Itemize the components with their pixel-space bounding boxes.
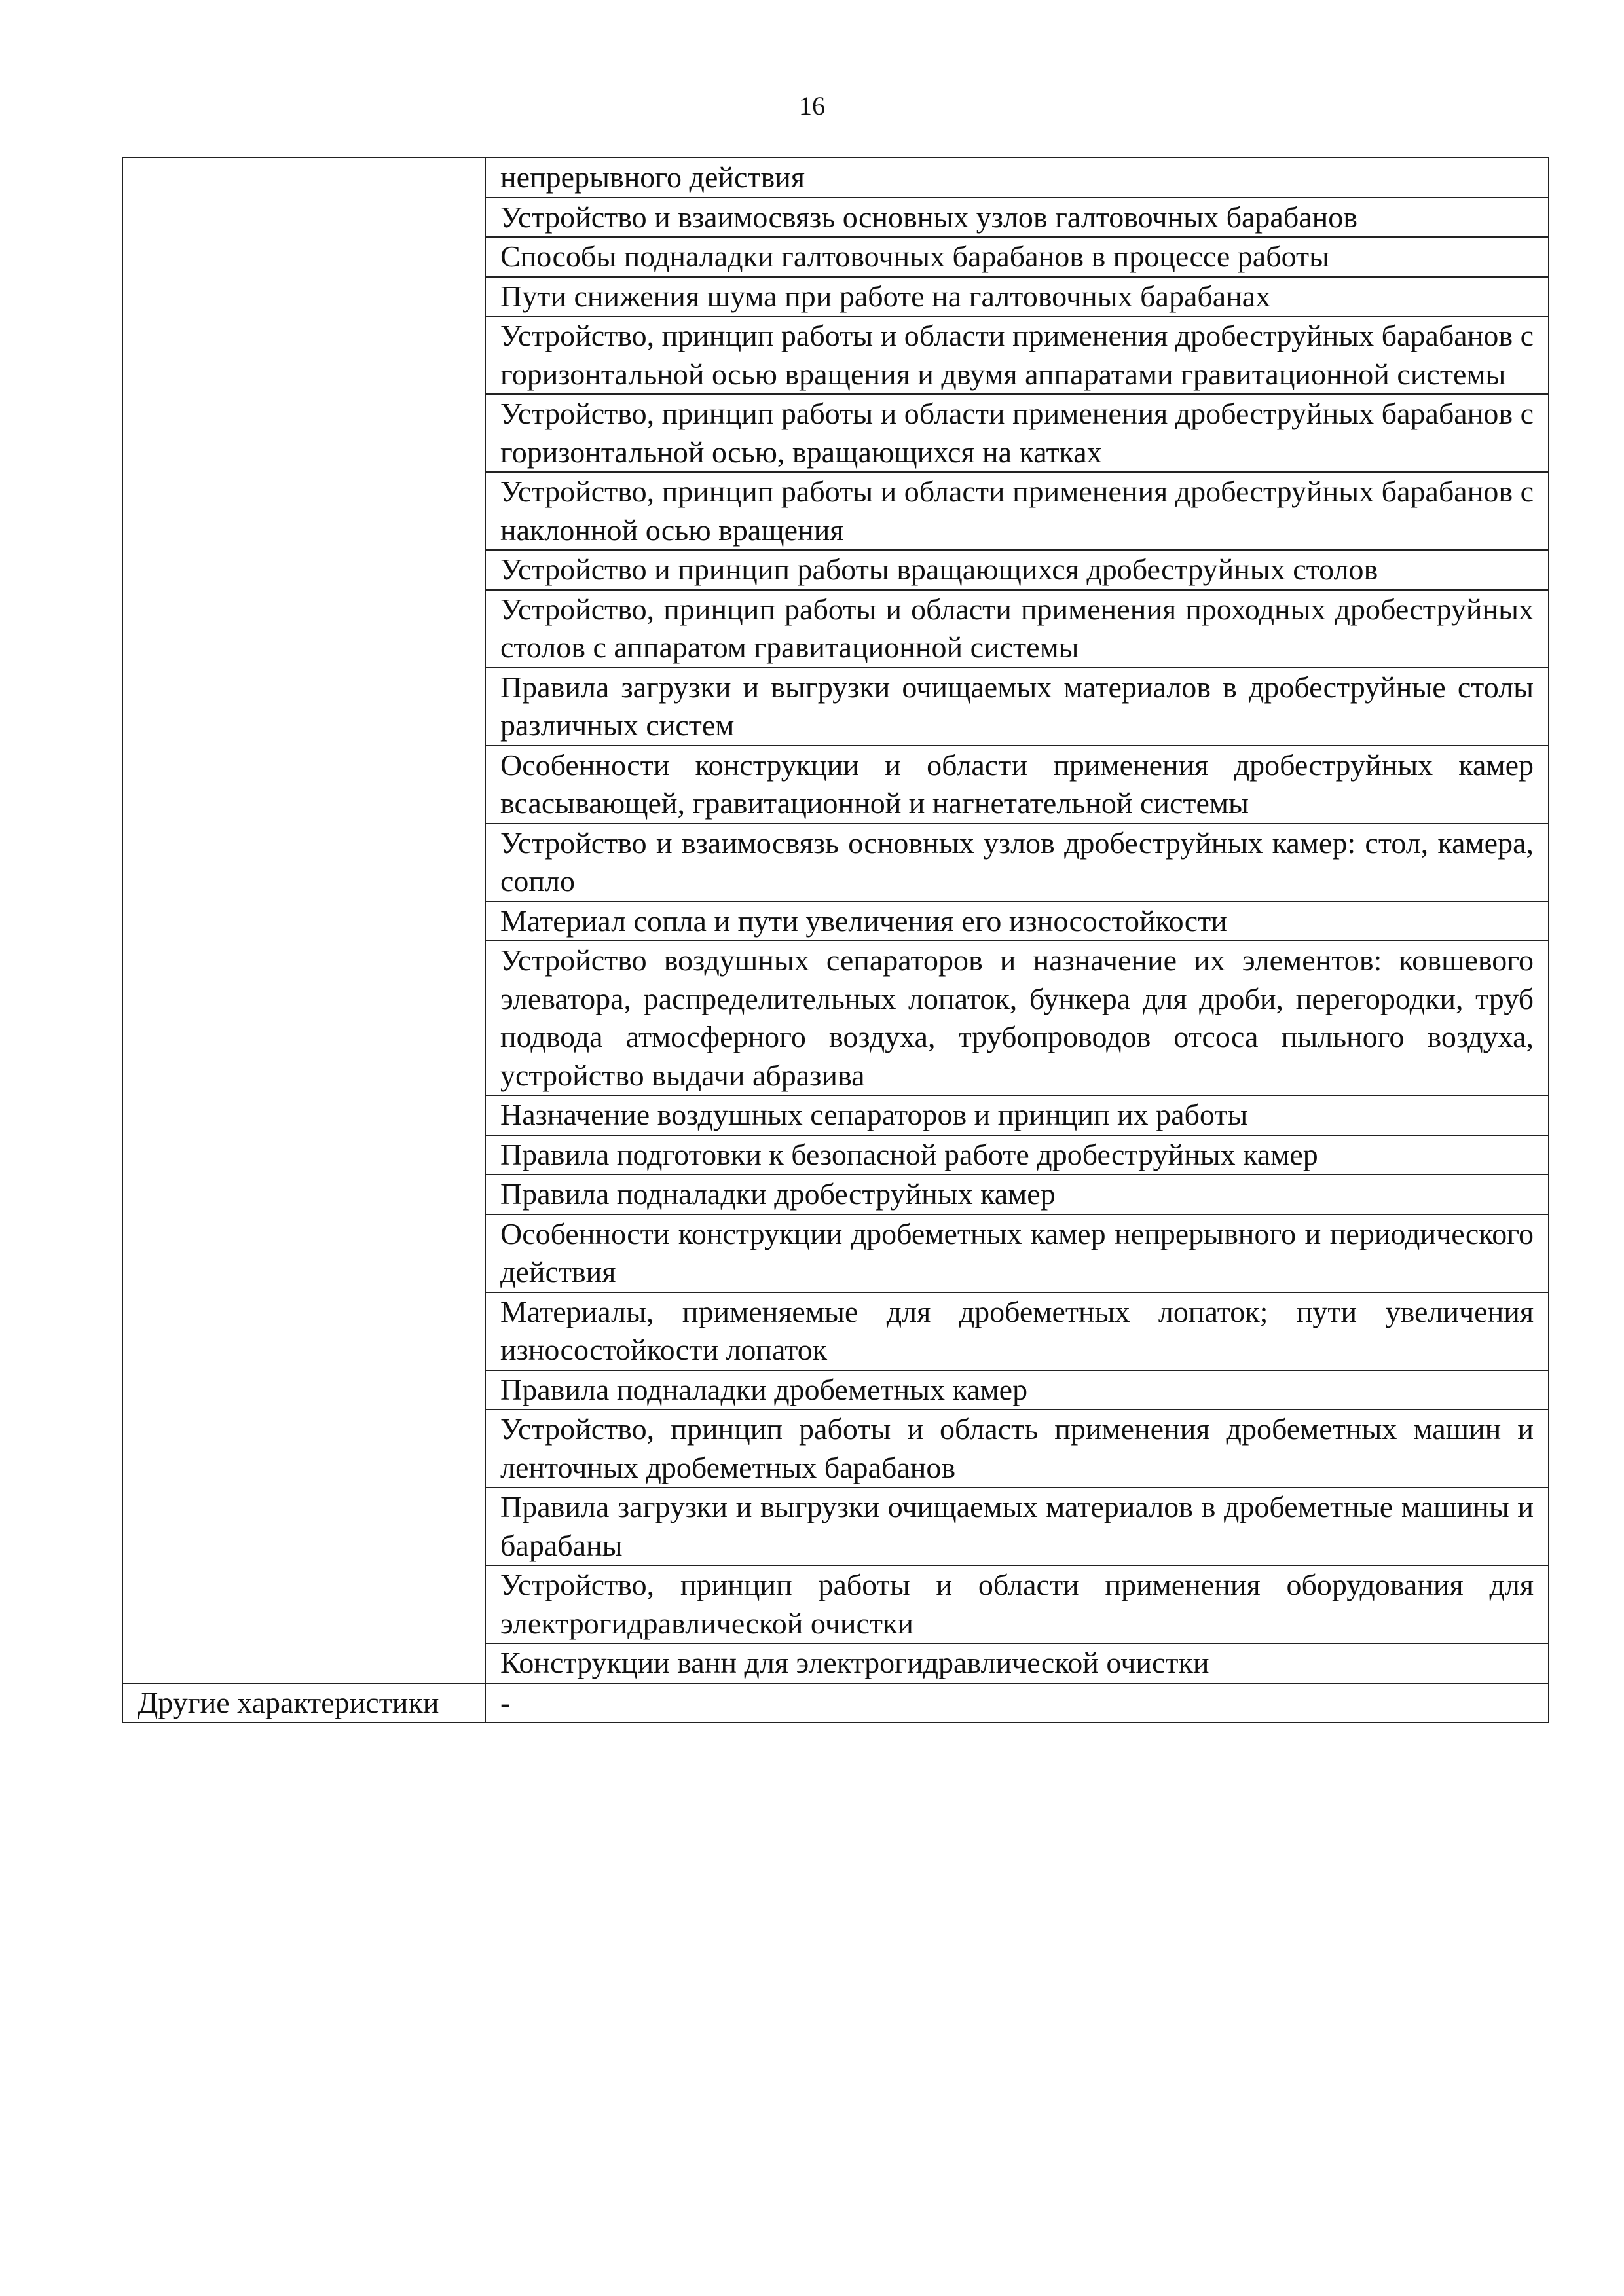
- knowledge-item: Устройство и взаимосвязь основных узлов дробеструйных камер: стол, камера, сопло: [485, 824, 1549, 902]
- other-characteristics-value: -: [485, 1683, 1549, 1723]
- knowledge-item: Назначение воздушных сепараторов и принцип их работы: [485, 1095, 1549, 1135]
- knowledge-item: Материалы, применяемые для дробеметных лопаток; пути увеличения износостойкости лопаток: [485, 1292, 1549, 1370]
- knowledge-item: Устройство, принцип работы и область применения дробеметных машин и ленточных дробеметных барабанов: [485, 1410, 1549, 1487]
- knowledge-item: Правила подналадки дробеметных камер: [485, 1370, 1549, 1410]
- other-characteristics-label: Другие характеристики: [122, 1683, 485, 1723]
- knowledge-item: Устройство, принцип работы и области применения оборудования для электрогидравлической очистки: [485, 1565, 1549, 1643]
- knowledge-item: Устройство, принцип работы и области применения дробеструйных барабанов с горизонтальной осью вращения и двумя аппаратами гравитационной системы: [485, 316, 1549, 394]
- knowledge-item: Правила загрузки и выгрузки очищаемых материалов в дробеметные машины и барабаны: [485, 1487, 1549, 1565]
- knowledge-item: Особенности конструкции дробеметных камер непрерывного и периодического действия: [485, 1214, 1549, 1292]
- knowledge-item: Устройство и взаимосвязь основных узлов галтовочных барабанов: [485, 198, 1549, 238]
- knowledge-item: Устройство, принцип работы и области применения дробеструйных барабанов с горизонтальной осью, вращающихся на катках: [485, 394, 1549, 472]
- page-number: 16: [799, 91, 825, 120]
- table-row: [122, 158, 1549, 198]
- knowledge-item: непрерывного действия: [485, 158, 1549, 198]
- knowledge-item: Способы подналадки галтовочных барабанов в процессе работы: [485, 237, 1549, 277]
- knowledge-item: Правила подналадки дробеструйных камер: [485, 1175, 1549, 1214]
- knowledge-item: Пути снижения шума при работе на галтовочных барабанах: [485, 277, 1549, 317]
- knowledge-item: Особенности конструкции и области применения дробеструйных камер всасывающей, гравитационной и нагнетательной системы: [485, 746, 1549, 824]
- table-body: [122, 158, 1549, 1722]
- knowledge-item: Устройство и принцип работы вращающихся дробеструйных столов: [485, 550, 1549, 590]
- knowledge-item: Правила загрузки и выгрузки очищаемых материалов в дробеструйные столы различных систем: [485, 668, 1549, 746]
- knowledge-item: Материал сопла и пути увеличения его износостойкости: [485, 902, 1549, 941]
- knowledge-item: Правила подготовки к безопасной работе дробеструйных камер: [485, 1135, 1549, 1175]
- requirements-table: [122, 157, 1549, 1723]
- knowledge-item: Устройство, принцип работы и области применения проходных дробеструйных столов с аппаратом гравитационной системы: [485, 590, 1549, 668]
- knowledge-item: Конструкции ванн для электрогидравлической очистки: [485, 1643, 1549, 1683]
- knowledge-item: Устройство воздушных сепараторов и назначение их элементов: ковшевого элеватора, распределительных лопаток, бункера для дроби, перегородки, труб подвода атмосферного воздуха, трубопроводов отсоса пыльного воздуха, устройство выдачи абразива: [485, 941, 1549, 1095]
- knowledge-item: Устройство, принцип работы и области применения дробеструйных барабанов с наклонной осью вращения: [485, 472, 1549, 550]
- label-cell-empty: [122, 158, 485, 1683]
- table-row-other-characteristics: [122, 1683, 1549, 1723]
